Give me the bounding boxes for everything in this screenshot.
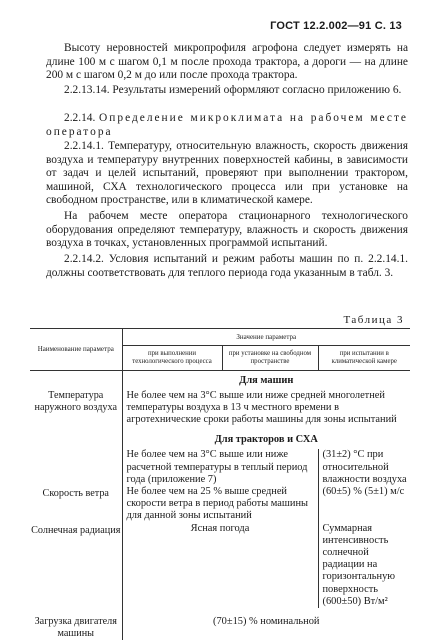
value-temperature-machines: Не более чем на 3°С выше или ниже средней многолетней температуры воздуха в 13 ч местного времени в агротехнические сроки работы машины для зоны испытаний: [122, 388, 410, 431]
param-engine-load: Загрузка двигателя машины: [34, 616, 117, 640]
paragraph-results: 2.2.13.14. Результаты измерений оформляют согласно приложению 6.: [64, 84, 402, 96]
table-title: Таблица 3: [343, 314, 404, 326]
header-col-chamber: при испытании в климатической камере: [318, 346, 410, 371]
value-solar-chamber: Суммарная интенсивность солнечной радиации на горизонтальную поверхность (600±50) Вт/м²: [318, 523, 410, 608]
header-col-free-space: при установке на свободном пространстве: [222, 346, 318, 371]
paragraph-microprofile: Высоту неровностей микропрофиля агрофона следует измерять на длине 100 м с шагом 0,1 м после прохода трактора, а дороги — на длине 200 м с шагом 0,2 м до или после прохода трактора.: [46, 42, 408, 82]
value-engine-load: (70±15) % номинальной: [122, 608, 410, 640]
value-wind-speed: Не более чем на 25 % выше средней скорости ветра в период работы машины для данной зоны испытаний: [122, 486, 318, 523]
param-solar-radiation: Солнечная радиация: [31, 524, 121, 536]
table-3: [30, 328, 410, 640]
section-heading-microclimate: 2.2.14. Определение микроклимата на рабочем месте оператора: [46, 112, 408, 138]
header-col-process: при выполнении технологического процесса: [122, 346, 222, 371]
value-temperature-tractors: Не более чем на 3°С выше или ниже расчетной температуры в теплый период года (приложение 7): [122, 449, 318, 486]
page-header: ГОСТ 12.2.002—91 С. 13: [270, 20, 402, 32]
paragraph-conditions: 2.2.14.2. Условия испытаний и режим работы машин по п. 2.2.14.1. должны соответствовать для теплого периода года указанным в табл. 3.: [46, 253, 408, 279]
value-solar-field: Ясная погода: [122, 523, 318, 608]
header-param: Наименование параметра: [37, 345, 114, 353]
section-machines: Для машин: [122, 371, 410, 388]
value-chamber-conditions: (31±2) °С при относительной влажности воздуха (60±5) % (5±1) м/с: [318, 449, 410, 522]
param-wind-speed: Скорость ветра: [42, 488, 109, 500]
paragraph-measurement: 2.2.14.1. Температуру, относительную влажность, скорость движения воздуха и температуру внутренних поверхностей кабины, в зависимости от задач и целей испытаний, проверяют при выполнении трактором, машиной, СХА технологического процесса или при установке на свободном пространстве, или в климатической камере.: [46, 140, 408, 207]
section-tractors: Для тракторов и СХА: [122, 430, 410, 449]
header-value: Значение параметра: [122, 329, 410, 346]
param-temperature: Температура наружного воздуха: [34, 389, 117, 413]
paragraph-stationary: На рабочем месте оператора стационарного технологического оборудования определяют температуру, влажность и скорость движения воздуха в точках, установленных программой испытаний.: [46, 210, 408, 250]
